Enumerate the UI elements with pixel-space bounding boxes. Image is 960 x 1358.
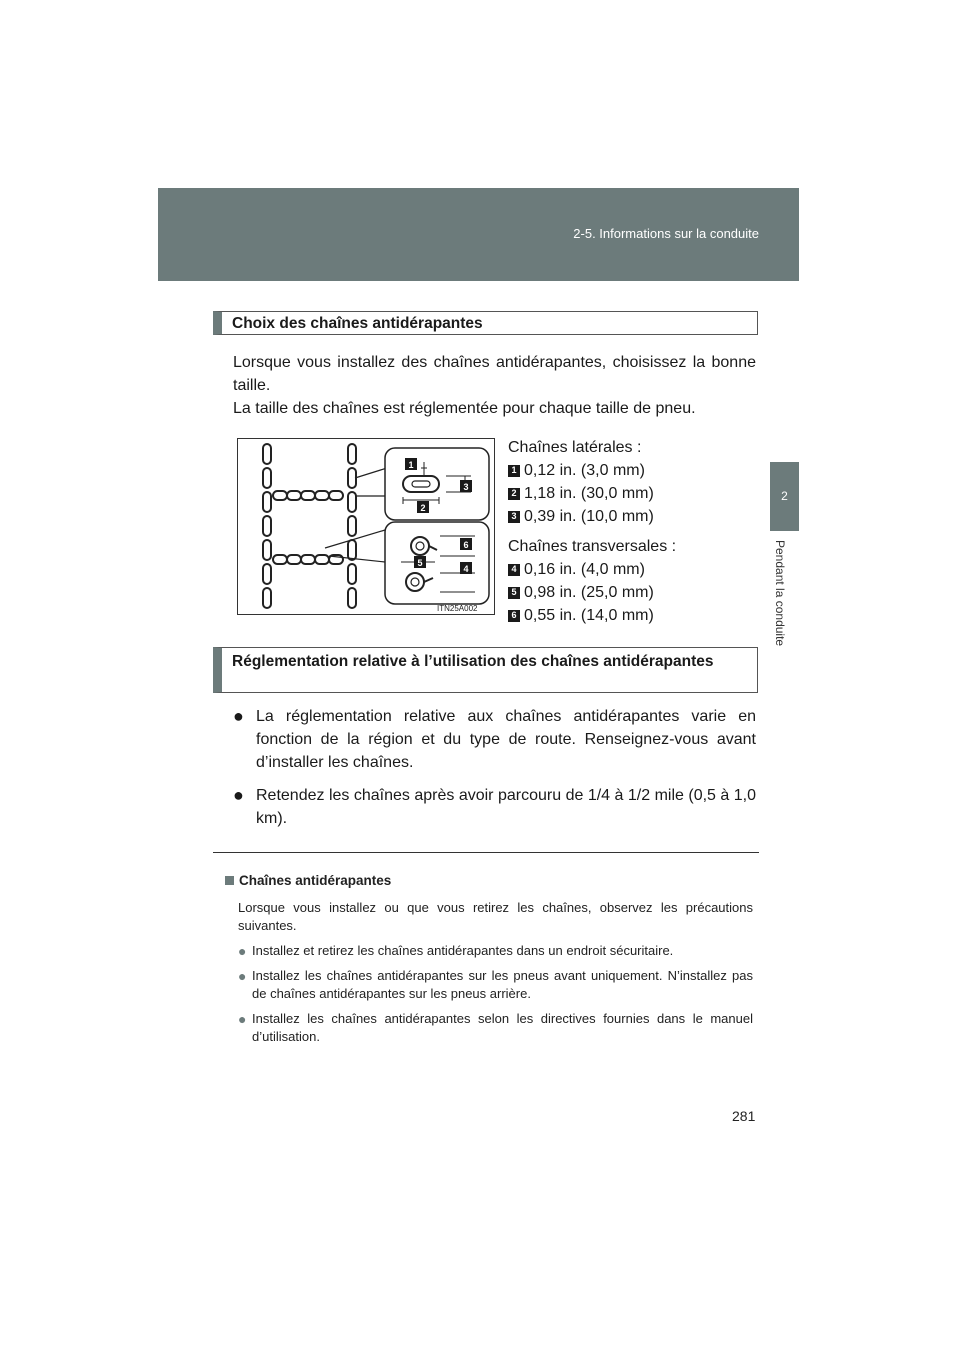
spec-row [508,558,676,581]
badge-icon: 3 [508,511,520,523]
callout-badge-3 [460,480,472,492]
spec-row [508,459,654,482]
svg-text:3: 3 [463,482,469,492]
svg-text:2: 2 [420,503,426,513]
callout-badge-4 [460,562,472,574]
callout-badge-2 [417,501,429,513]
section-heading-chain-choice: Choix des chaînes antidérapantes [213,311,758,335]
square-bullet-icon [225,876,234,885]
chapter-label: Pendant la conduite [773,540,787,647]
regulation-bullets [233,705,756,840]
badge-icon: 5 [508,587,520,599]
spec-row [508,604,676,627]
notes-section [225,872,753,1053]
spec-value: 0,98 in. (25,0 mm) [524,584,654,601]
bullet-icon: ● [233,785,244,805]
list-item: ● Installez les chaînes antidérapantes sur les pneus avant uniquement. N’installez pas de chaînes antidérapantes sur les pneus arrière. [238,968,753,1001]
svg-text:5: 5 [417,558,423,568]
spec-row [508,505,654,528]
regulation-paragraph: La taille des chaînes est réglementée pour chaque taille de pneu. [233,400,696,417]
section-heading-regulation: Réglementation relative à l’utilisation des chaînes antidérapantes [213,647,758,693]
figure-code: ITN25A002 [437,604,478,613]
svg-text:6: 6 [463,540,469,550]
spec-value: 0,12 in. (3,0 mm) [524,462,645,479]
lateral-title: Chaînes latérales : [508,439,642,456]
bullet-icon: ● [238,968,247,984]
callout-badge-5 [414,556,426,568]
lateral-chain-specs [508,436,654,528]
list-item: ● Installez les chaînes antidérapantes selon les directives fournies dans le manuel d’utilisation. [238,1011,753,1044]
svg-text:4: 4 [463,564,469,574]
spec-value: 0,55 in. (14,0 mm) [524,607,654,624]
callout-badge-6 [460,538,472,550]
badge-icon: 1 [508,465,520,477]
badge-icon: 4 [508,564,520,576]
notes-title: Chaînes antidérapantes [225,872,753,890]
spec-value: 0,39 in. (10,0 mm) [524,508,654,525]
divider [213,852,759,853]
bullet-icon: ● [238,1011,247,1027]
chapter-tab: 2 [770,462,799,531]
badge-icon: 6 [508,610,520,622]
intro-paragraph: Lorsque vous installez des chaînes antidérapantes, choisissez la bonne taille. [233,354,756,394]
spec-row [508,581,676,604]
transverse-title: Chaînes transversales : [508,538,677,555]
callout-badge-1 [405,458,417,470]
transverse-chain-specs [508,535,676,627]
section-breadcrumb: 2-5. Informations sur la conduite [573,226,759,241]
page-header [158,188,799,281]
bullet-icon: ● [233,706,244,726]
page-number: 281 [732,1108,756,1124]
spec-value: 0,16 in. (4,0 mm) [524,561,645,578]
list-item: ● La réglementation relative aux chaînes antidérapantes varie en fonction de la région et du type de route. Renseignez-vous avant d’installer les chaînes. [233,705,756,774]
list-item: ● Retendez les chaînes après avoir parcouru de 1/4 à 1/2 mile (0,5 à 1,0 km). [233,784,756,830]
spec-value: 1,18 in. (30,0 mm) [524,485,654,502]
spec-row [508,482,654,505]
badge-icon: 2 [508,488,520,500]
bullet-icon: ● [238,943,247,959]
list-item: ● Installez et retirez les chaînes antidérapantes dans un endroit sécuritaire. [238,943,674,959]
chain-diagram [237,438,495,615]
svg-text:1: 1 [408,460,414,470]
notes-intro: Lorsque vous installez ou que vous retirez les chaînes, observez les précautions suivantes. [238,900,753,933]
